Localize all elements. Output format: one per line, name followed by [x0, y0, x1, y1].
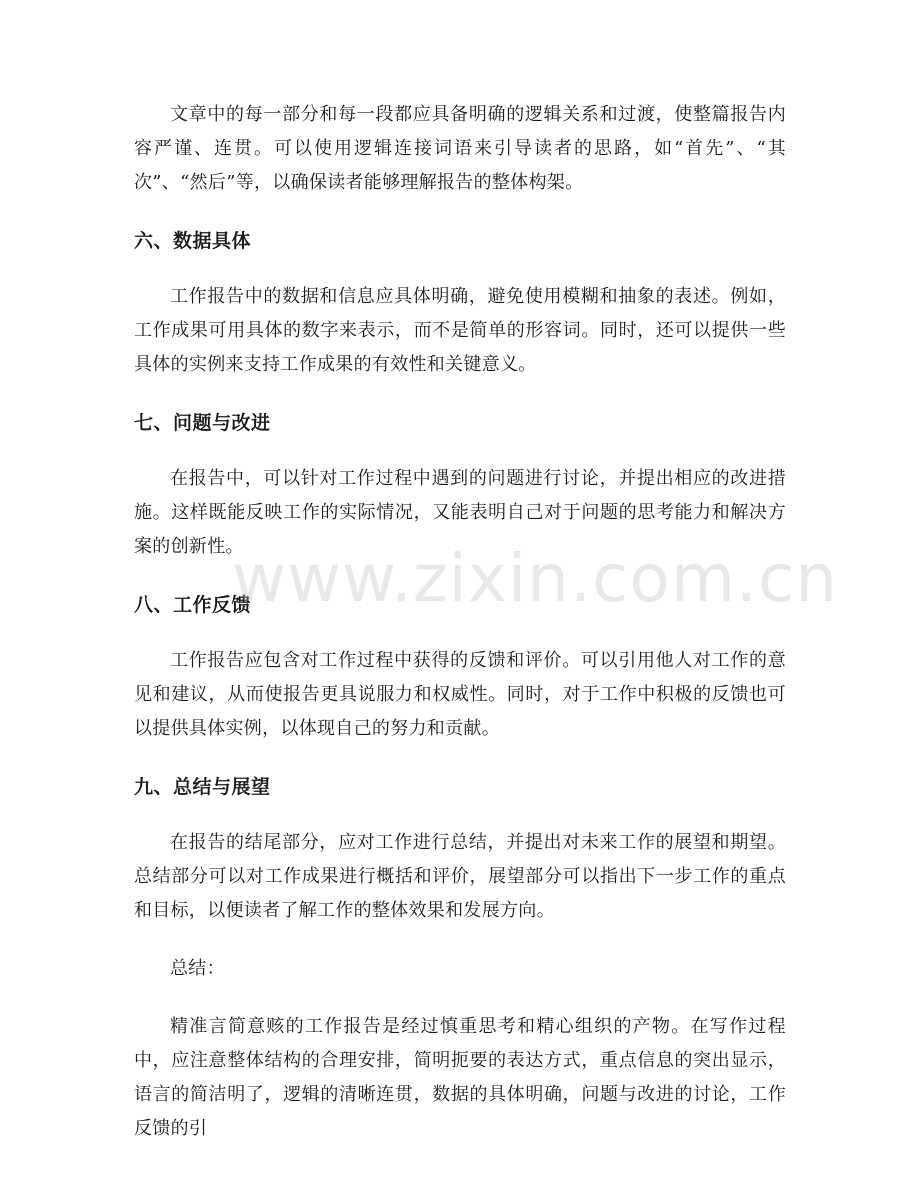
watermark: www.zixin.com.cn: [232, 540, 839, 617]
section-heading-feedback: 八、工作反馈: [134, 594, 252, 616]
document-body: [134, 98, 786, 1146]
summary-label: 总结：: [170, 958, 225, 979]
section-heading-summary-outlook: 九、总结与展望: [134, 776, 271, 798]
section-heading-data: 六、数据具体: [134, 230, 252, 252]
section-paragraph-feedback: 工作报告应包含对工作过程中获得的反馈和评价。可以引用他人对工作的意见和建议，从而使报告更具说服力和权威性。同时，对于工作中积极的反馈也可以提供具体实例，以体现自己的努力和贡献。: [134, 650, 786, 739]
section-paragraph-problems: 在报告中，可以针对工作过程中遇到的问题进行讨论，并提出相应的改进措施。这样既能反映工作的实际情况，又能表明自己对于问题的思考能力和解决方案的创新性。: [134, 468, 786, 557]
section-paragraph-summary-outlook: 在报告的结尾部分，应对工作进行总结，并提出对未来工作的展望和期望。总结部分可以对工作成果进行概括和评价，展望部分可以指出下一步工作的重点和目标，以便读者了解工作的整体效果和发展方向。: [134, 832, 786, 921]
summary-paragraph: 精准言简意赅的工作报告是经过慎重思考和精心组织的产物。在写作过程中，应注意整体结构的合理安排，简明扼要的表达方式，重点信息的突出显示，语言的简洁明了，逻辑的清晰连贯，数据的具体明确，问题与改进的讨论，工作反馈的引: [134, 1016, 786, 1139]
section-heading-problems: 七、问题与改进: [134, 412, 271, 434]
intro-paragraph: 文章中的每一部分和每一段都应具备明确的逻辑关系和过渡，使整篇报告内容严谨、连贯。可以使用逻辑连接词语来引导读者的思路，如“首先”、“其次”、“然后”等，以确保读者能够理解报告的整体构架。: [134, 104, 786, 193]
section-paragraph-data: 工作报告中的数据和信息应具体明确，避免使用模糊和抽象的表述。例如，工作成果可用具体的数字来表示，而不是简单的形容词。同时，还可以提供一些具体的实例来支持工作成果的有效性和关键意义。: [134, 286, 786, 375]
